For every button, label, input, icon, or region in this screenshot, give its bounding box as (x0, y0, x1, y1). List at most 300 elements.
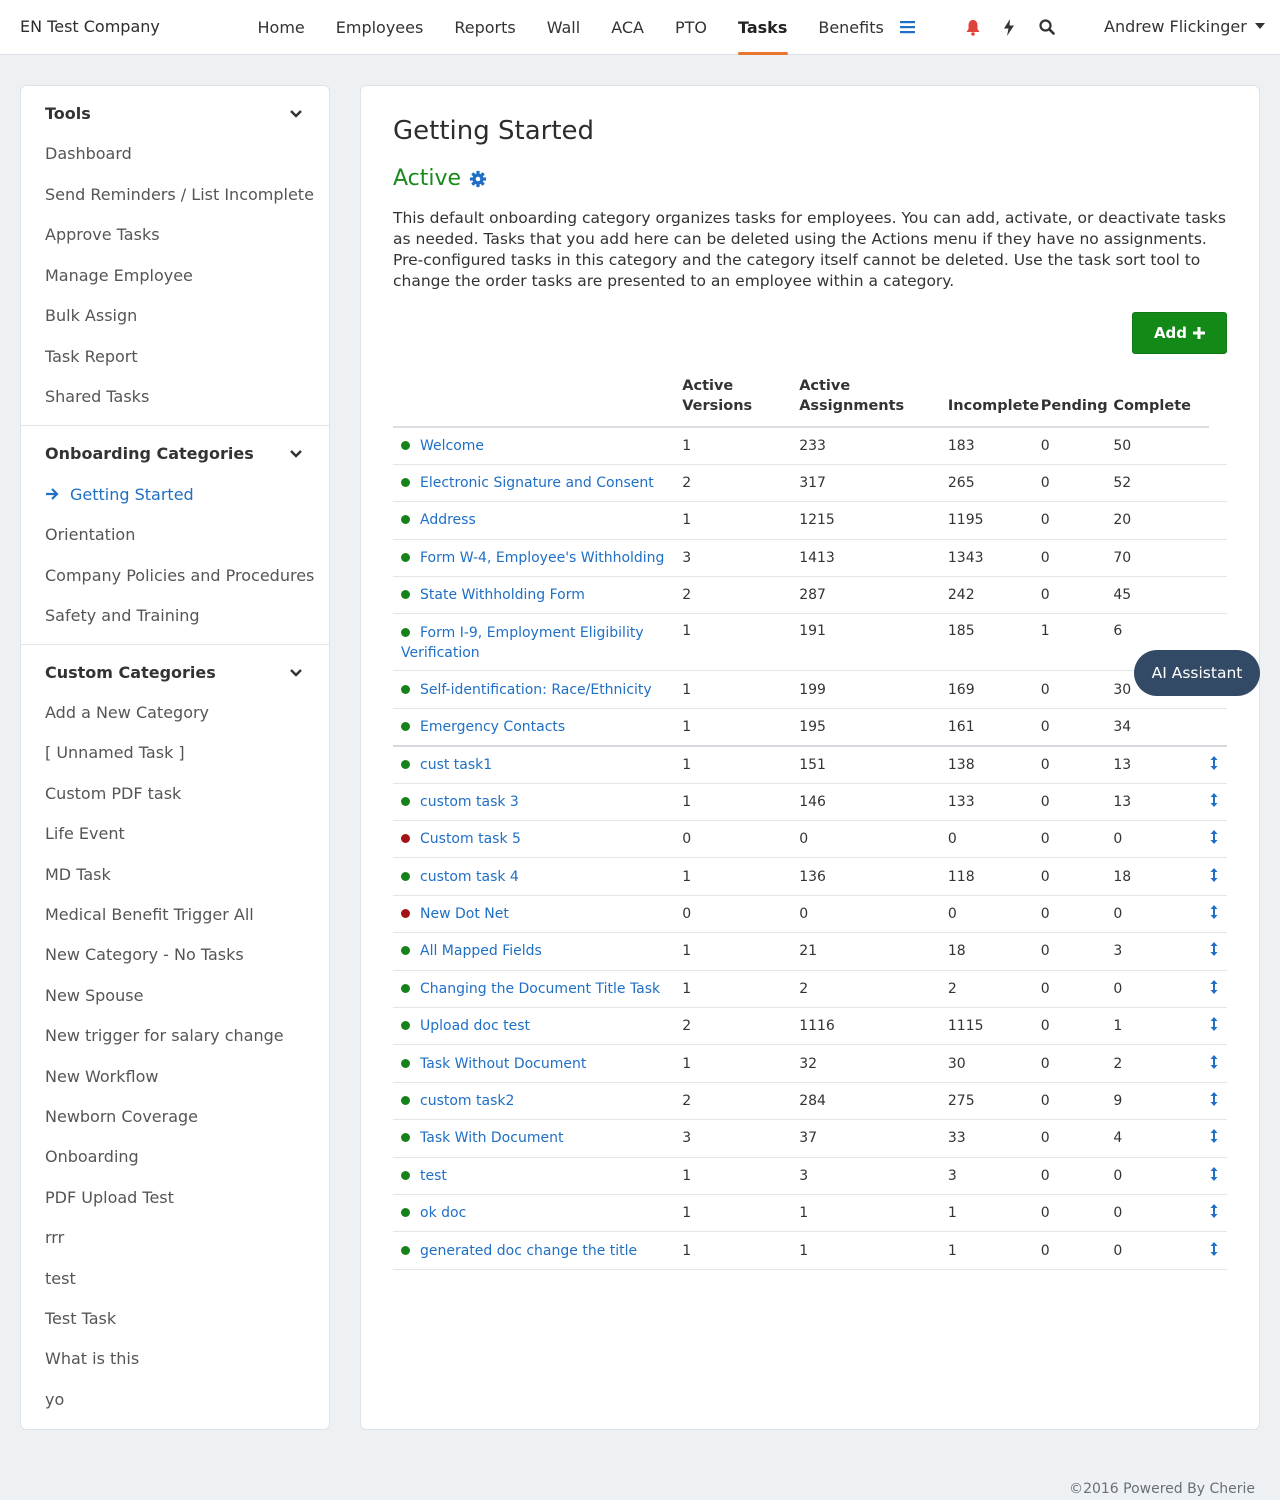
cell-pending: 0 (1041, 671, 1114, 708)
cell-pending: 0 (1041, 821, 1114, 858)
status-dot-icon (401, 909, 410, 918)
column-header-active-versions: Active Versions (682, 376, 799, 427)
task-name-cell (393, 427, 682, 464)
cell-pending: 0 (1041, 1082, 1114, 1119)
cell-pending: 0 (1041, 746, 1114, 783)
sidebar-item-label: Shared Tasks (45, 387, 150, 406)
sidebar-item-label: New Workflow (45, 1066, 159, 1086)
sort-cell (1209, 933, 1227, 970)
company-name[interactable]: EN Test Company (20, 17, 160, 36)
sidebar-item-custom-pdf-task[interactable] (45, 784, 181, 803)
table-row (393, 427, 1227, 464)
add-label: Add (1153, 324, 1188, 342)
cell-incomplete: 1 (948, 1232, 1041, 1269)
task-name-cell (393, 783, 682, 820)
table-row (393, 502, 1227, 539)
sidebar-item-yo[interactable] (45, 1390, 64, 1409)
cell-versions: 1 (682, 970, 799, 1007)
cell-versions: 1 (682, 671, 799, 708)
status-dot-icon (401, 722, 410, 731)
sort-cell (1209, 539, 1227, 576)
cell-versions: 2 (682, 1082, 799, 1119)
cell-pending: 0 (1041, 1157, 1114, 1194)
sort-cell (1209, 1157, 1227, 1194)
column-header-incomplete: Incomplete (948, 376, 1041, 427)
status-dot-icon (401, 515, 410, 524)
cell-versions: 1 (682, 1194, 799, 1231)
status-dot-icon (401, 946, 410, 955)
cell-incomplete: 183 (948, 427, 1041, 464)
cell-pending: 0 (1041, 933, 1114, 970)
cell-incomplete: 275 (948, 1082, 1041, 1119)
task-link[interactable]: Welcome (420, 437, 485, 454)
cell-versions: 1 (682, 858, 799, 895)
sidebar-item-label: Send Reminders / List Incomplete (45, 184, 314, 204)
sort-handle-icon[interactable] (1209, 1128, 1219, 1144)
status-dot-icon (401, 1208, 410, 1217)
task-name-cell (393, 464, 682, 501)
table-row (393, 1232, 1227, 1269)
cell-versions: 1 (682, 427, 799, 464)
cell-incomplete: 3 (948, 1157, 1041, 1194)
task-link[interactable]: All Mapped Fields (420, 943, 542, 960)
sort-handle-icon[interactable] (1209, 1091, 1219, 1107)
cell-assignments: 284 (799, 1082, 948, 1119)
sidebar-item-label: New Category - No Tasks (45, 945, 244, 965)
divider (21, 425, 329, 426)
cell-pending: 0 (1041, 539, 1114, 576)
cell-complete: 4 (1113, 1120, 1209, 1157)
sidebar-item-task-report[interactable] (45, 347, 138, 366)
sidebar-item-label: Approve Tasks (45, 225, 160, 244)
cell-versions: 1 (682, 1157, 799, 1194)
cell-pending: 1 (1041, 614, 1114, 671)
cell-complete: 9 (1113, 1082, 1209, 1119)
status-dot-icon (401, 628, 410, 637)
task-link[interactable]: Form W-4, Employee's Withholding (420, 549, 665, 566)
sidebar-item-add-a-new-category[interactable] (45, 703, 209, 722)
sidebar-item-label: Life Event (45, 824, 125, 844)
cell-complete: 70 (1113, 539, 1209, 576)
task-link[interactable]: test (420, 1167, 447, 1184)
sidebar-item-send-reminders-list-incomplete[interactable] (45, 185, 314, 204)
table-row (393, 1045, 1227, 1082)
divider (21, 644, 329, 645)
sidebar-item-label: Orientation (45, 525, 136, 545)
sidebar-item-label: MD Task (45, 864, 111, 884)
cell-complete: 50 (1113, 427, 1209, 464)
status-dot-icon (401, 1246, 410, 1255)
sort-cell (1209, 821, 1227, 858)
task-link[interactable]: custom task 3 (420, 793, 519, 810)
task-name-cell (393, 895, 682, 932)
status-label (393, 166, 487, 191)
cell-assignments: 287 (799, 577, 948, 614)
cell-complete: 18 (1113, 858, 1209, 895)
sort-handle-icon[interactable] (1209, 755, 1219, 771)
sidebar-item-new-trigger-for-salary-change[interactable] (45, 1026, 284, 1045)
sort-handle-icon[interactable] (1209, 979, 1219, 995)
cell-incomplete: 265 (948, 464, 1041, 501)
task-link[interactable]: custom task 4 (420, 868, 519, 885)
cell-pending: 0 (1041, 895, 1114, 932)
sidebar-item-label: Newborn Coverage (45, 1107, 199, 1126)
column-header-task (393, 376, 682, 427)
custom-categories-heading: Custom Categories (45, 663, 216, 682)
cell-pending: 0 (1041, 1007, 1114, 1044)
cell-incomplete: 138 (948, 746, 1041, 783)
chevron-down-icon[interactable] (289, 666, 303, 680)
cell-versions: 1 (682, 746, 799, 783)
sort-cell (1209, 746, 1227, 783)
cell-pending: 0 (1041, 858, 1114, 895)
sidebar-item-label: PDF Upload Test (45, 1187, 174, 1207)
status-dot-icon (401, 441, 410, 450)
sidebar-item-new-spouse[interactable] (45, 986, 143, 1005)
cell-complete: 45 (1113, 577, 1209, 614)
cell-assignments: 1116 (799, 1007, 948, 1044)
lightning-icon[interactable] (998, 16, 1020, 38)
task-link[interactable]: generated doc change the title (420, 1242, 638, 1259)
nav-item-aca[interactable]: ACA (611, 18, 644, 37)
sidebar-item-label: Medical Benefit Trigger All (45, 905, 254, 924)
sidebar-item-label: Bulk Assign (45, 306, 138, 325)
nav-item-wall[interactable]: Wall (546, 18, 581, 37)
cell-assignments: 37 (799, 1120, 948, 1157)
status-dot-icon (401, 984, 410, 993)
cell-versions: 3 (682, 1120, 799, 1157)
cell-complete: 13 (1113, 783, 1209, 820)
sort-handle-icon[interactable] (1209, 1166, 1219, 1182)
cell-incomplete: 18 (948, 933, 1041, 970)
category-description: This default onboarding category organizes tasks for employees. You can add, activate, or deactivate tasks as needed. Tasks that you add here can be deleted using the Actions menu if they have no assignments. Pre-configured tasks in this category and the category itself cannot be deleted. Use the task sort tool to change the order tasks are presented to an employee within a category. (393, 209, 1226, 290)
arrow-right-icon (45, 488, 59, 500)
task-name-cell (393, 708, 682, 745)
sidebar-item-manage-employee[interactable] (45, 266, 193, 285)
sort-handle-icon[interactable] (1209, 829, 1219, 845)
cell-pending: 0 (1041, 783, 1114, 820)
cell-incomplete: 118 (948, 858, 1041, 895)
column-header-active-assignments: Active Assignments (799, 376, 948, 427)
sidebar (20, 85, 330, 1430)
sidebar-item-label: Onboarding (45, 1147, 139, 1167)
table-row (393, 539, 1227, 576)
table-row (393, 671, 1227, 708)
status-dot-icon (401, 553, 410, 562)
sort-cell (1209, 427, 1227, 464)
table-row (393, 821, 1227, 858)
task-link[interactable]: ok doc (420, 1205, 467, 1222)
sidebar-item-test[interactable] (45, 1269, 76, 1288)
cell-versions: 1 (682, 783, 799, 820)
cell-assignments: 21 (799, 933, 948, 970)
cell-incomplete: 0 (948, 821, 1041, 858)
sidebar-item-getting-started[interactable] (45, 485, 194, 504)
cell-pending: 0 (1041, 577, 1114, 614)
sidebar-item-unnamed-task[interactable] (45, 743, 185, 762)
task-link[interactable]: New Dot Net (420, 905, 509, 922)
sidebar-item-label: yo (45, 1389, 65, 1409)
column-header-complete: Complete (1113, 376, 1209, 427)
task-link[interactable]: Self-identification: Race/Ethnicity (420, 681, 652, 698)
cell-complete: 0 (1113, 1232, 1209, 1269)
sort-cell (1209, 970, 1227, 1007)
cell-assignments: 1 (799, 1232, 948, 1269)
sidebar-item-orientation[interactable] (45, 525, 135, 544)
cell-versions: 1 (682, 502, 799, 539)
sort-handle-icon[interactable] (1209, 941, 1219, 957)
cell-versions: 2 (682, 464, 799, 501)
cell-assignments: 317 (799, 464, 948, 501)
sidebar-item-onboarding[interactable] (45, 1147, 139, 1166)
sidebar-item-shared-tasks[interactable] (45, 387, 149, 406)
task-link[interactable]: State Withholding Form (420, 587, 585, 604)
sidebar-item-label: Company Policies and Procedures (45, 565, 315, 585)
sort-cell (1209, 464, 1227, 501)
status-dot-icon (401, 478, 410, 487)
sort-cell (1209, 895, 1227, 932)
sidebar-item-rrr[interactable] (45, 1228, 64, 1247)
user-menu[interactable] (1104, 17, 1265, 36)
table-row (393, 858, 1227, 895)
plus-icon (1193, 327, 1205, 339)
task-name-cell (393, 746, 682, 783)
status-dot-icon (401, 1021, 410, 1030)
main-panel (360, 85, 1260, 1430)
task-name-cell (393, 821, 682, 858)
cell-pending: 0 (1041, 708, 1114, 745)
status-dot-icon (401, 834, 410, 843)
sidebar-item-label: Add a New Category (45, 703, 210, 722)
page-title: Getting Started (393, 116, 595, 146)
cell-incomplete: 0 (948, 895, 1041, 932)
task-link[interactable]: Address (420, 512, 476, 529)
chevron-down-icon[interactable] (289, 107, 303, 121)
menu-icon[interactable] (897, 16, 919, 38)
cell-incomplete: 33 (948, 1120, 1041, 1157)
cell-versions: 0 (682, 895, 799, 932)
sidebar-item-pdf-upload-test[interactable] (45, 1188, 174, 1207)
cell-versions: 2 (682, 1007, 799, 1044)
cell-pending: 0 (1041, 1232, 1114, 1269)
cell-assignments: 146 (799, 783, 948, 820)
task-link[interactable]: cust task1 (420, 756, 493, 773)
cell-assignments: 233 (799, 427, 948, 464)
cell-versions: 0 (682, 821, 799, 858)
notification-bell-icon[interactable] (962, 16, 984, 38)
sidebar-item-what-is-this[interactable] (45, 1349, 139, 1368)
sidebar-item-newborn-coverage[interactable] (45, 1107, 198, 1126)
cell-complete: 13 (1113, 746, 1209, 783)
cell-versions: 1 (682, 1232, 799, 1269)
task-name-cell (393, 1045, 682, 1082)
table-row (393, 783, 1227, 820)
cell-versions: 1 (682, 1045, 799, 1082)
nav-item-employees[interactable]: Employees (335, 18, 424, 37)
task-name-cell (393, 671, 682, 708)
task-name-cell (393, 1157, 682, 1194)
cell-assignments: 3 (799, 1157, 948, 1194)
task-link[interactable]: Changing the Document Title Task (420, 980, 661, 997)
cell-assignments: 1413 (799, 539, 948, 576)
sort-cell (1209, 1045, 1227, 1082)
sidebar-item-label: New Spouse (45, 985, 144, 1005)
cell-assignments: 195 (799, 708, 948, 745)
nav-item-home[interactable]: Home (257, 18, 305, 37)
task-name-cell (393, 614, 682, 671)
add-task-button[interactable] (1132, 312, 1227, 354)
sort-handle-icon[interactable] (1209, 792, 1219, 808)
table-row (393, 1194, 1227, 1231)
sort-handle-icon[interactable] (1209, 867, 1219, 883)
table-row (393, 464, 1227, 501)
task-name-cell (393, 577, 682, 614)
cell-pending: 0 (1041, 1120, 1114, 1157)
table-row (393, 933, 1227, 970)
cell-incomplete: 185 (948, 614, 1041, 671)
sort-cell (1209, 783, 1227, 820)
cell-complete: 0 (1113, 1194, 1209, 1231)
table-row (393, 1120, 1227, 1157)
sidebar-item-company-policies-and-procedures[interactable] (45, 566, 314, 585)
table-row (393, 895, 1227, 932)
task-link[interactable]: Electronic Signature and Consent (420, 475, 654, 492)
cell-versions: 2 (682, 577, 799, 614)
sidebar-item-life-event[interactable] (45, 824, 125, 843)
status-dot-icon (401, 1171, 410, 1180)
table-header-row (393, 376, 1227, 427)
top-navigation-bar (0, 0, 1280, 55)
cell-incomplete: 169 (948, 671, 1041, 708)
cell-complete: 0 (1113, 1157, 1209, 1194)
task-name-cell (393, 1232, 682, 1269)
task-link[interactable]: Form I-9, Employment Eligibility Verification (401, 625, 644, 662)
tools-heading: Tools (45, 104, 91, 123)
cell-complete: 52 (1113, 464, 1209, 501)
sidebar-item-test-task[interactable] (45, 1309, 116, 1328)
cell-assignments: 2 (799, 970, 948, 1007)
cell-versions: 1 (682, 933, 799, 970)
cell-pending: 0 (1041, 970, 1114, 1007)
sort-handle-icon[interactable] (1209, 1016, 1219, 1032)
sidebar-item-label: What is this (45, 1349, 140, 1369)
cell-complete: 3 (1113, 933, 1209, 970)
task-name-cell (393, 539, 682, 576)
cell-assignments: 199 (799, 671, 948, 708)
task-name-cell (393, 1082, 682, 1119)
task-link[interactable]: Custom task 5 (420, 831, 521, 848)
cell-pending: 0 (1041, 427, 1114, 464)
ai-assistant-button[interactable]: AI Assistant (1134, 650, 1260, 696)
cell-pending: 0 (1041, 502, 1114, 539)
cell-complete: 1 (1113, 1007, 1209, 1044)
table-row (393, 1082, 1227, 1119)
task-link[interactable]: Upload doc test (420, 1018, 530, 1035)
cell-incomplete: 30 (948, 1045, 1041, 1082)
sidebar-item-label: Safety and Training (45, 605, 200, 625)
main-nav (242, 0, 899, 55)
sidebar-item-md-task[interactable] (45, 865, 111, 884)
task-link[interactable]: Emergency Contacts (420, 718, 566, 735)
cell-assignments: 191 (799, 614, 948, 671)
sort-cell (1209, 708, 1227, 745)
cell-complete: 6 (1113, 614, 1209, 671)
chevron-down-icon[interactable] (289, 447, 303, 461)
sort-cell (1209, 577, 1227, 614)
nav-item-pto[interactable]: PTO (674, 18, 707, 37)
sort-handle-icon[interactable] (1209, 1241, 1219, 1257)
status-dot-icon (401, 1096, 410, 1105)
footer-text: ©2016 Powered By Cherie (1069, 1481, 1255, 1497)
nav-item-reports[interactable]: Reports (454, 18, 516, 37)
cell-pending: 0 (1041, 1194, 1114, 1231)
sidebar-item-bulk-assign[interactable] (45, 306, 137, 325)
sidebar-item-new-category-no-tasks[interactable] (45, 945, 244, 964)
sidebar-item-label: rrr (45, 1228, 65, 1248)
status-dot-icon (401, 872, 410, 881)
table-row (393, 577, 1227, 614)
search-icon[interactable] (1036, 16, 1058, 38)
sort-cell (1209, 1120, 1227, 1157)
nav-item-tasks[interactable]: Tasks (723, 0, 803, 55)
cell-versions: 3 (682, 539, 799, 576)
sidebar-item-label: Manage Employee (45, 265, 193, 285)
sidebar-item-label: Task Report (45, 346, 138, 366)
gear-icon[interactable] (469, 170, 487, 188)
sidebar-item-medical-benefit-trigger-all[interactable] (45, 905, 254, 924)
task-name-cell (393, 502, 682, 539)
table-row (393, 614, 1227, 671)
sort-cell (1209, 858, 1227, 895)
sidebar-item-approve-tasks[interactable] (45, 225, 160, 244)
task-name-cell (393, 933, 682, 970)
sidebar-item-label: [ Unnamed Task ] (45, 743, 185, 763)
task-link[interactable]: custom task2 (420, 1092, 515, 1109)
sidebar-item-safety-and-training[interactable] (45, 606, 200, 625)
cell-pending: 0 (1041, 1045, 1114, 1082)
sort-cell (1209, 502, 1227, 539)
cell-complete: 0 (1113, 895, 1209, 932)
cell-assignments: 0 (799, 821, 948, 858)
caret-down-icon (1255, 23, 1265, 29)
cell-assignments: 0 (799, 895, 948, 932)
task-link[interactable]: Task With Document (420, 1130, 564, 1147)
sort-handle-icon[interactable] (1209, 904, 1219, 920)
onboarding-categories-heading: Onboarding Categories (45, 444, 254, 463)
cell-incomplete: 1195 (948, 502, 1041, 539)
cell-assignments: 1215 (799, 502, 948, 539)
cell-incomplete: 242 (948, 577, 1041, 614)
sort-handle-icon[interactable] (1209, 1203, 1219, 1219)
nav-item-benefits[interactable]: Benefits (818, 18, 884, 37)
sidebar-item-label: New trigger for salary change (45, 1026, 284, 1046)
sidebar-item-dashboard[interactable] (45, 144, 132, 163)
cell-versions: 1 (682, 708, 799, 745)
task-link[interactable]: Task Without Document (420, 1055, 587, 1072)
status-dot-icon (401, 590, 410, 599)
sidebar-item-label: Custom PDF task (45, 783, 182, 803)
cell-complete: 0 (1113, 821, 1209, 858)
sort-handle-icon[interactable] (1209, 1054, 1219, 1070)
table-row (393, 1007, 1227, 1044)
status-dot-icon (401, 1059, 410, 1068)
user-name: Andrew Flickinger (1104, 17, 1247, 36)
task-name-cell (393, 1007, 682, 1044)
cell-complete: 30 (1113, 671, 1209, 708)
status-dot-icon (401, 1133, 410, 1142)
cell-incomplete: 161 (948, 708, 1041, 745)
sidebar-item-new-workflow[interactable] (45, 1067, 158, 1086)
